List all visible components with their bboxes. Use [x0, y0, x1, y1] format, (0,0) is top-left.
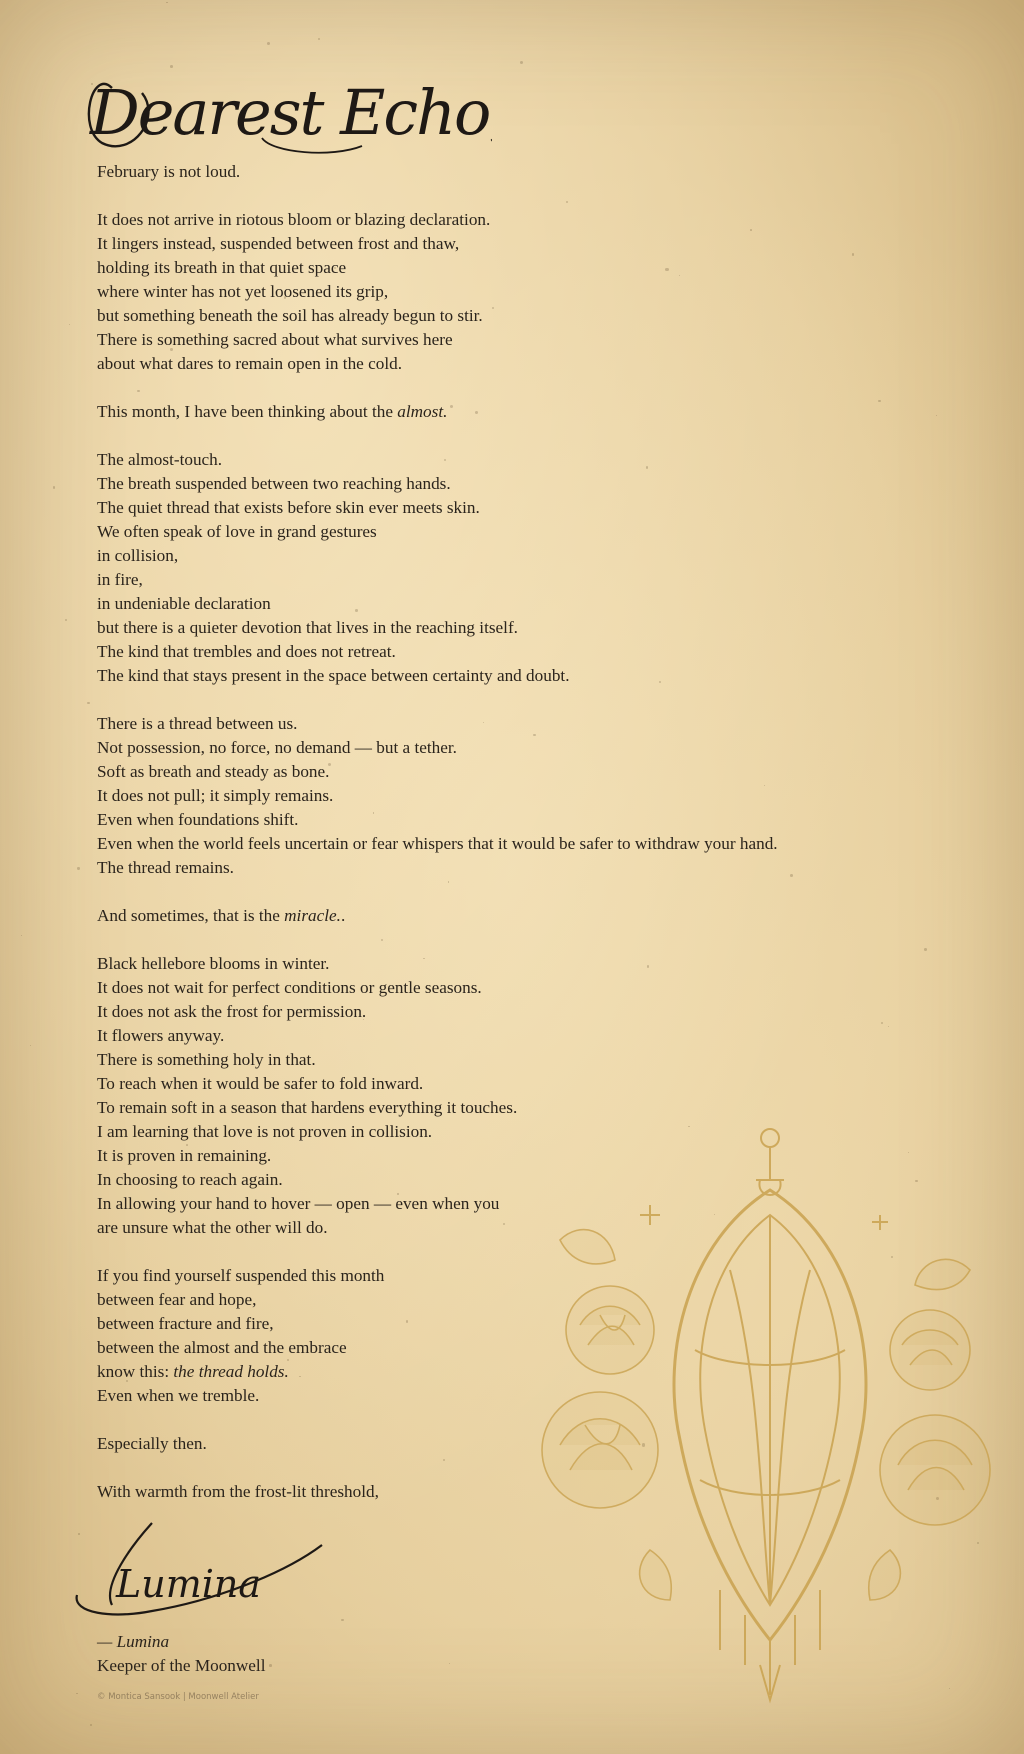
letter-line: Even when the world feels uncertain or fear whispers that it would be safer to withdraw your hand. — [97, 834, 778, 853]
letter-line: With warmth from the frost-lit threshold, — [97, 1482, 379, 1501]
copyright: © Montica Sansook | Moonwell Atelier — [97, 1692, 259, 1702]
salutation-text: Dearest Echo, — [90, 76, 492, 149]
letter-paragraph — [97, 400, 977, 424]
sparkle-left — [640, 1205, 660, 1225]
parchment-speck — [30, 1045, 32, 1047]
parchment-speck — [520, 61, 523, 64]
letter-line: To reach when it would be safer to fold inward. — [97, 1074, 424, 1093]
letter-line: Soft as breath and steady as bone. — [97, 762, 330, 781]
letter-line: but something beneath the soil has already begun to stir. — [97, 306, 483, 325]
letter-paragraph — [97, 208, 977, 376]
lantern-drop — [760, 1640, 780, 1700]
signature-script — [72, 1515, 342, 1631]
letter-line: If you find yourself suspended this month — [97, 1266, 385, 1285]
letter-line: know this: the thread holds. — [97, 1362, 289, 1381]
letter-line: And sometimes, that is the miracle.. — [97, 906, 346, 925]
letter-line: Even when foundations shift. — [97, 810, 299, 829]
letter-line: I am learning that love is not proven in collision. — [97, 1122, 433, 1141]
letter-line: but there is a quieter devotion that lives in the reaching itself. — [97, 618, 518, 637]
parchment-speck — [90, 1724, 92, 1726]
leaf-bottom-left — [640, 1550, 672, 1600]
letter-line: Black hellebore blooms in winter. — [97, 954, 330, 973]
letter-line: We often speak of love in grand gestures — [97, 522, 377, 541]
letter-line: It does not pull; it simply remains. — [97, 786, 334, 805]
letter-line: It does not ask the frost for permission. — [97, 1002, 367, 1021]
signature — [72, 1515, 342, 1631]
letter-line: The kind that trembles and does not retreat. — [97, 642, 396, 661]
peony-right-lower — [880, 1415, 990, 1525]
letter-line: Even when we tremble. — [97, 1386, 260, 1405]
parchment-speck — [65, 619, 67, 621]
letter-line: In allowing your hand to hover — open — even when you — [97, 1194, 500, 1213]
letter-line: in fire, — [97, 570, 143, 589]
peony-left-upper — [566, 1286, 654, 1374]
lantern-finial — [756, 1148, 784, 1195]
letter-line: It does not arrive in riotous bloom or blazing declaration. — [97, 210, 491, 229]
letter-line: in collision, — [97, 546, 179, 565]
parchment-speck — [53, 486, 55, 488]
sparkle-right — [872, 1215, 888, 1230]
parchment-speck — [269, 1664, 272, 1667]
letter-line: This month, I have been thinking about the almost. — [97, 402, 448, 421]
leaf-right — [915, 1259, 970, 1289]
letter-line: February is not loud. — [97, 162, 241, 181]
letter-line: holding its breath in that quiet space — [97, 258, 347, 277]
letter-line: between fear and hope, — [97, 1290, 257, 1309]
letter-paragraph — [97, 448, 977, 688]
letter-line: about what dares to remain open in the cold. — [97, 354, 402, 373]
parchment-speck — [77, 867, 79, 869]
signoff-title: Keeper of the Moonwell — [97, 1656, 266, 1675]
lantern-ribs — [730, 1215, 810, 1605]
parchment-speck — [69, 324, 70, 325]
lantern-ring — [761, 1129, 779, 1147]
letter-line: There is something holy in that. — [97, 1050, 316, 1069]
gilded-lantern-with-peonies-icon — [520, 1120, 1010, 1710]
leaf-left — [560, 1230, 615, 1264]
salutation — [72, 58, 492, 168]
letter-line: The quiet thread that exists before skin ever meets skin. — [97, 498, 480, 517]
letter-line: The thread remains. — [97, 858, 234, 877]
letter-line: between fracture and fire, — [97, 1314, 274, 1333]
letter-line: between the almost and the embrace — [97, 1338, 347, 1357]
letter-line: There is something sacred about what survives here — [97, 330, 453, 349]
letter-paragraph — [97, 712, 977, 880]
peony-left-lower — [542, 1392, 658, 1508]
letter-line: It does not wait for perfect conditions or gentle seasons. — [97, 978, 482, 997]
letter-line: The breath suspended between two reaching hands. — [97, 474, 451, 493]
signature-text: Lumina — [116, 1562, 262, 1606]
ornament-illustration — [520, 1120, 1010, 1710]
peony-right-upper — [890, 1310, 970, 1390]
letter-line: It is proven in remaining. — [97, 1146, 272, 1165]
signoff-name: — Lumina — [97, 1632, 170, 1651]
letter-line: It flowers anyway. — [97, 1026, 225, 1045]
parchment-speck — [318, 38, 320, 40]
letter-line: where winter has not yet loosened its grip, — [97, 282, 389, 301]
letter-line: In choosing to reach again. — [97, 1170, 283, 1189]
letter-line: The kind that stays present in the space between certainty and doubt. — [97, 666, 570, 685]
letter-line: are unsure what the other will do. — [97, 1218, 328, 1237]
parchment-speck — [166, 2, 167, 3]
parchment-speck — [449, 1663, 450, 1664]
letter-paragraph — [97, 160, 977, 184]
parchment-speck — [87, 702, 89, 704]
parchment-speck — [267, 42, 270, 45]
leaf-bottom-right — [869, 1550, 901, 1600]
parchment-speck — [21, 935, 22, 936]
parchment-speck — [76, 1693, 78, 1695]
letter-line: To remain soft in a season that hardens everything it touches. — [97, 1098, 518, 1117]
letter-line: It lingers instead, suspended between frost and thaw, — [97, 234, 460, 253]
letter-line: The almost-touch. — [97, 450, 223, 469]
letter-line: in undeniable declaration — [97, 594, 271, 613]
letter-line: Not possession, no force, no demand — but a tether. — [97, 738, 457, 757]
letter-line: There is a thread between us. — [97, 714, 298, 733]
letter-line: Especially then. — [97, 1434, 207, 1453]
salutation-script — [72, 58, 492, 168]
letter-paragraph — [97, 904, 977, 928]
